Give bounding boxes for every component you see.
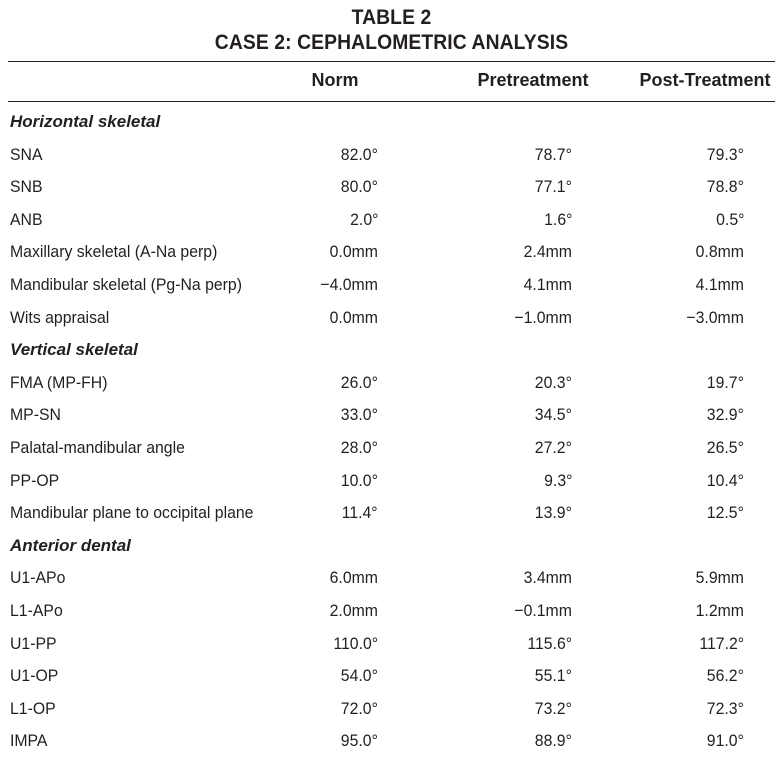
cell-pretreatment: 13.9°: [534, 503, 572, 523]
table-row: [0, 498, 783, 531]
row-label: SNB: [10, 177, 43, 197]
cell-post-treatment: 56.2°: [706, 666, 744, 686]
row-label: FMA (MP-FH): [10, 372, 108, 392]
cell-post-treatment: 72.3°: [706, 698, 744, 718]
cell-pretreatment: 115.6°: [527, 633, 572, 653]
cell-pretreatment: 3.4mm: [523, 568, 572, 588]
row-label: U1-PP: [10, 633, 57, 653]
cell-post-treatment: 78.8°: [706, 177, 744, 197]
table-row: [0, 140, 783, 173]
table-row: [0, 400, 783, 433]
cell-norm: 82.0°: [340, 144, 378, 164]
cell-post-treatment: 91.0°: [706, 731, 744, 751]
row-label: MP-SN: [10, 405, 61, 425]
cell-pretreatment: 4.1mm: [523, 274, 572, 294]
cell-post-treatment: 32.9°: [706, 405, 744, 425]
row-label: Palatal-mandibular angle: [10, 437, 185, 457]
cell-post-treatment: 0.5°: [715, 209, 744, 229]
cell-norm: 80.0°: [340, 177, 378, 197]
table-row: [0, 726, 783, 759]
cell-pretreatment: 34.5°: [534, 405, 572, 425]
cell-norm: −4.0mm: [320, 274, 378, 294]
table-row: [0, 433, 783, 466]
row-label: IMPA: [10, 731, 48, 751]
cell-norm: 33.0°: [340, 405, 378, 425]
cell-post-treatment: 5.9mm: [695, 568, 744, 588]
cell-pretreatment: 27.2°: [534, 437, 572, 457]
row-label: Mandibular skeletal (Pg-Na perp): [10, 274, 242, 294]
table-caption: CASE 2: CEPHALOMETRIC ANALYSIS: [214, 31, 569, 54]
table-row: [0, 563, 783, 596]
section-heading: Anterior dental: [10, 535, 131, 555]
cell-pretreatment: −1.0mm: [514, 307, 572, 327]
cell-norm: 54.0°: [340, 666, 378, 686]
cell-norm: 95.0°: [340, 731, 378, 751]
table-row: [0, 629, 783, 662]
section-heading-row: [0, 531, 783, 564]
cell-post-treatment: 26.5°: [706, 437, 744, 457]
cell-pretreatment: 88.9°: [534, 731, 572, 751]
cell-pretreatment: 73.2°: [534, 698, 572, 718]
header-pretreatment: Pretreatment: [477, 70, 589, 90]
cell-post-treatment: 12.5°: [706, 503, 744, 523]
row-label: PP-OP: [10, 470, 60, 490]
row-label: Maxillary skeletal (A-Na perp): [10, 242, 218, 262]
cell-norm: 11.4°: [342, 503, 378, 523]
table-row: [0, 270, 783, 303]
cell-post-treatment: 79.3°: [706, 144, 744, 164]
cell-norm: 26.0°: [340, 372, 378, 392]
table-body: [0, 107, 783, 759]
table-row: [0, 694, 783, 727]
table-row: [0, 661, 783, 694]
cell-post-treatment: 1.2mm: [695, 600, 744, 620]
row-label: ANB: [10, 209, 43, 229]
table-row: [0, 466, 783, 499]
cell-norm: 2.0°: [349, 209, 378, 229]
cell-post-treatment: −3.0mm: [686, 307, 744, 327]
table-header: [0, 70, 783, 96]
row-label: L1-OP: [10, 698, 56, 718]
cell-norm: 0.0mm: [329, 242, 378, 262]
row-label: Wits appraisal: [10, 307, 110, 327]
cell-pretreatment: 77.1°: [534, 177, 572, 197]
section-heading-row: [0, 335, 783, 368]
header-post-treatment: Post-Treatment: [639, 70, 771, 90]
cell-norm: 10.0°: [340, 470, 378, 490]
cell-norm: 72.0°: [340, 698, 378, 718]
header-norm: Norm: [311, 70, 359, 90]
table-row: [0, 303, 783, 336]
cell-post-treatment: 117.2°: [699, 633, 744, 653]
cell-pretreatment: 20.3°: [534, 372, 572, 392]
table-row: [0, 237, 783, 270]
table-title: [0, 0, 783, 55]
cell-pretreatment: 9.3°: [543, 470, 572, 490]
cell-pretreatment: 55.1°: [534, 666, 572, 686]
section-heading-row: [0, 107, 783, 140]
cell-pretreatment: 2.4mm: [523, 242, 572, 262]
table-row: [0, 596, 783, 629]
row-label: Mandibular plane to occipital plane: [10, 503, 254, 523]
table-row: [0, 205, 783, 238]
row-label: L1-APo: [10, 600, 63, 620]
cell-norm: 6.0mm: [329, 568, 378, 588]
cell-post-treatment: 10.4°: [706, 470, 744, 490]
row-label: SNA: [10, 144, 43, 164]
row-label: U1-OP: [10, 666, 59, 686]
cell-norm: 2.0mm: [329, 600, 378, 620]
cell-norm: 28.0°: [340, 437, 378, 457]
table-row: [0, 172, 783, 205]
cell-post-treatment: 4.1mm: [695, 274, 744, 294]
table-row: [0, 368, 783, 401]
row-label: U1-APo: [10, 568, 66, 588]
cell-pretreatment: 1.6°: [543, 209, 572, 229]
cell-norm: 110.0°: [333, 633, 378, 653]
header-rule: [8, 101, 775, 102]
top-rule: [8, 61, 775, 62]
cell-post-treatment: 0.8mm: [695, 242, 744, 262]
table-number: TABLE 2: [351, 6, 432, 29]
section-heading: Vertical skeletal: [10, 340, 138, 360]
section-heading: Horizontal skeletal: [10, 112, 161, 131]
cell-norm: 0.0mm: [329, 307, 378, 327]
cell-post-treatment: 19.7°: [706, 372, 744, 392]
cell-pretreatment: −0.1mm: [514, 600, 572, 620]
cell-pretreatment: 78.7°: [534, 144, 572, 164]
